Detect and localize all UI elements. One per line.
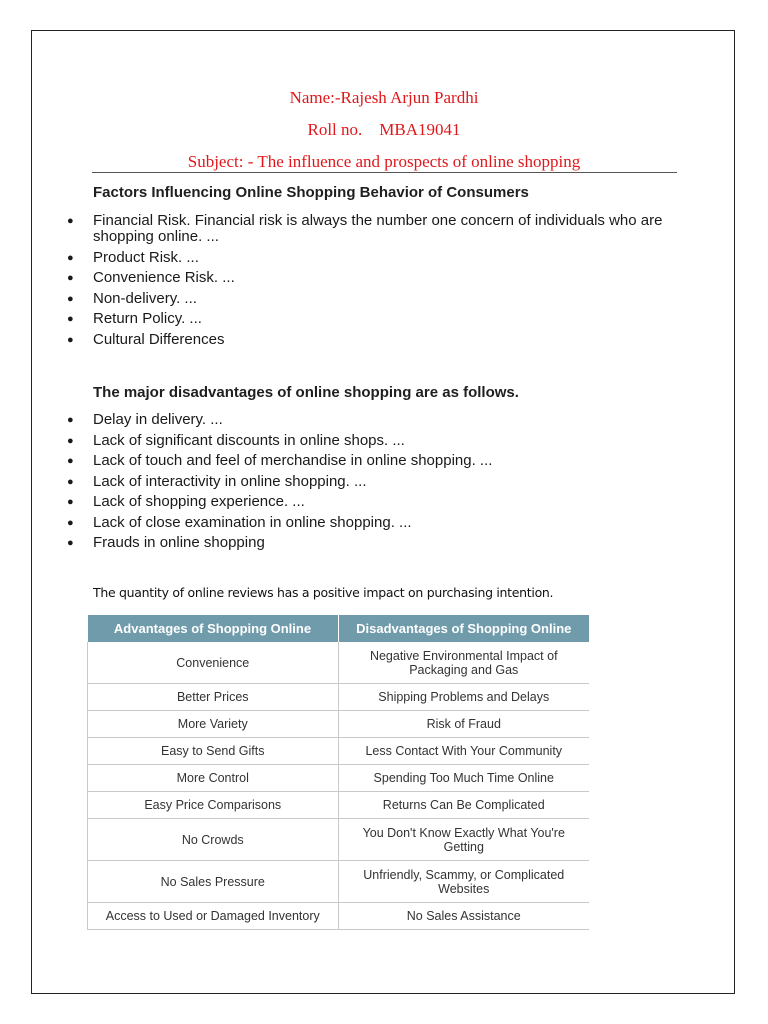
bullet-icon: ● — [67, 414, 74, 426]
bullet-icon: ● — [67, 516, 74, 529]
header-divider — [92, 172, 677, 173]
advantage-cell: More Variety — [88, 711, 339, 738]
bullet-icon: ● — [67, 434, 74, 447]
table-row — [88, 765, 590, 792]
list-item: ● Cultural Differences — [67, 330, 225, 348]
disadvantage-cell: Less Contact With Your Community — [338, 738, 589, 765]
bullet-icon: ● — [67, 333, 74, 346]
bullet-icon: ● — [67, 215, 74, 227]
bullet-icon: ● — [67, 496, 74, 508]
list-item: ● Lack of shopping experience. ... — [67, 493, 305, 510]
disadvantage-cell: You Don't Know Exactly What You're Getting — [338, 819, 589, 861]
list-item: ● Frauds in online shopping — [67, 534, 265, 551]
advantage-cell: Convenience — [88, 642, 339, 684]
disadvantage-cell: Returns Can Be Complicated — [338, 792, 589, 819]
list-item: ● Lack of close examination in online shopping. ... — [67, 513, 412, 531]
advantage-cell: Easy Price Comparisons — [88, 792, 339, 819]
disadvantage-cell: Shipping Problems and Delays — [338, 684, 589, 711]
comparison-table — [87, 615, 589, 930]
disadvantage-cell: Spending Too Much Time Online — [338, 765, 589, 792]
list-item: ● Delay in delivery. ... — [67, 411, 223, 428]
section-heading-disadvantages: The major disadvantages of online shopping are as follows. — [93, 384, 519, 401]
bullet-icon: ● — [67, 251, 74, 264]
table-row — [88, 711, 590, 738]
bullet-icon: ● — [67, 313, 74, 325]
subject-line: Subject: - The influence and prospects of online shopping — [187, 152, 581, 171]
table-row — [88, 684, 590, 711]
bullet-icon: ● — [67, 272, 74, 284]
table-row — [88, 819, 590, 861]
table-header-row — [88, 615, 590, 642]
list-item: ● Return Policy. ... — [67, 310, 202, 327]
list-item: ● Financial Risk. Financial risk is always the number one concern of individuals who are shopping online. ... — [67, 212, 663, 245]
factors-list — [64, 213, 674, 352]
advantage-cell: No Sales Pressure — [88, 861, 339, 903]
column-header-disadvantages: Disadvantages of Shopping Online — [338, 615, 589, 642]
disadvantage-cell: Unfriendly, Scammy, or Complicated Websites — [338, 861, 589, 903]
advantage-cell: More Control — [88, 765, 339, 792]
list-item: ● Lack of significant discounts in online shops. ... — [67, 431, 405, 449]
author-name: Name:-Rajesh Arjun Pardhi — [289, 88, 479, 107]
table-row — [88, 861, 590, 903]
advantage-cell: No Crowds — [88, 819, 339, 861]
section-heading-factors: Factors Influencing Online Shopping Behavior of Consumers — [93, 184, 529, 201]
bullet-icon: ● — [67, 475, 74, 488]
reviews-note: The quantity of online reviews has a positive impact on purchasing intention. — [93, 585, 554, 600]
column-header-advantages: Advantages of Shopping Online — [88, 615, 339, 642]
list-item: ● Lack of interactivity in online shopping. ... — [67, 472, 367, 490]
advantage-cell: Easy to Send Gifts — [88, 738, 339, 765]
list-item: ● Convenience Risk. ... — [67, 269, 235, 286]
disadvantages-list — [64, 412, 674, 556]
table-row — [88, 792, 590, 819]
table-row — [88, 642, 590, 684]
disadvantage-cell: Negative Environmental Impact of Packaging and Gas — [338, 642, 589, 684]
list-item: ● Non-delivery. ... — [67, 289, 197, 307]
list-item: ● Product Risk. ... — [67, 248, 199, 266]
list-item: ● Lack of touch and feel of merchandise in online shopping. ... — [67, 452, 493, 469]
advantage-cell: Better Prices — [88, 684, 339, 711]
roll-number: Roll no. MBA19041 — [307, 120, 461, 139]
bullet-icon: ● — [67, 292, 74, 305]
advantage-cell: Access to Used or Damaged Inventory — [88, 903, 339, 930]
disadvantage-cell: No Sales Assistance — [338, 903, 589, 930]
table-row — [88, 738, 590, 765]
bullet-icon: ● — [67, 455, 74, 467]
disadvantage-cell: Risk of Fraud — [338, 711, 589, 738]
bullet-icon: ● — [67, 537, 74, 549]
table-row — [88, 903, 590, 930]
